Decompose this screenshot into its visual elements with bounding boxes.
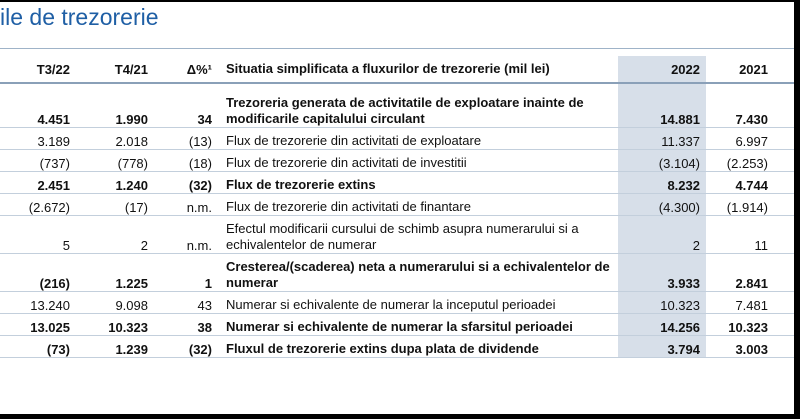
table-row <box>0 253 794 291</box>
table-row <box>0 291 794 313</box>
cell-delta: 34 <box>154 83 218 127</box>
right-edge-cell <box>774 291 794 313</box>
cell-2021: 7.430 <box>706 83 774 127</box>
cell-t4-21: 10.323 <box>76 313 154 335</box>
cell-t3-22: 4.451 <box>6 83 76 127</box>
cell-t4-21: 1.239 <box>76 335 154 357</box>
cell-delta: n.m. <box>154 193 218 215</box>
cell-2021: 10.323 <box>706 313 774 335</box>
cell-2022: 2 <box>618 215 706 253</box>
cash-flow-table <box>0 56 794 358</box>
col-header-2021: 2021 <box>706 56 774 83</box>
cell-t3-22: (737) <box>6 149 76 171</box>
cell-t3-22: (2.672) <box>6 193 76 215</box>
cell-description: Efectul modificarii cursului de schimb asupra numerarului si a echivalentelor de numerar <box>218 215 618 253</box>
cell-description: Cresterea/(scaderea) neta a numerarului si a echivalentelor de numerar <box>218 253 618 291</box>
table-row <box>0 335 794 357</box>
right-edge-cell <box>774 127 794 149</box>
cell-delta: n.m. <box>154 215 218 253</box>
cell-t3-22: 13.240 <box>6 291 76 313</box>
col-header-delta: Δ%¹ <box>154 56 218 83</box>
cell-t3-22: (73) <box>6 335 76 357</box>
cell-description: Numerar si echivalente de numerar la inceputul perioadei <box>218 291 618 313</box>
cell-t3-22: 13.025 <box>6 313 76 335</box>
cell-2021: 4.744 <box>706 171 774 193</box>
cell-t3-22: (216) <box>6 253 76 291</box>
cell-2022: 10.323 <box>618 291 706 313</box>
cell-description: Fluxul de trezorerie extins dupa plata de dividende <box>218 335 618 357</box>
cell-delta: (32) <box>154 335 218 357</box>
cell-description: Flux de trezorerie din activitati de exploatare <box>218 127 618 149</box>
cell-t3-22: 5 <box>6 215 76 253</box>
table-row <box>0 149 794 171</box>
cell-t4-21: (17) <box>76 193 154 215</box>
cell-t4-21: 2.018 <box>76 127 154 149</box>
cell-t4-21: 9.098 <box>76 291 154 313</box>
cell-description: Flux de trezorerie din activitati de investitii <box>218 149 618 171</box>
title-divider <box>0 48 794 49</box>
cell-2022: (3.104) <box>618 149 706 171</box>
right-edge-cell <box>774 335 794 357</box>
right-edge-cell <box>774 193 794 215</box>
cell-2021: 11 <box>706 215 774 253</box>
table-header-row <box>0 56 794 83</box>
table-row <box>0 171 794 193</box>
cell-2021: 7.481 <box>706 291 774 313</box>
right-edge-cell <box>774 215 794 253</box>
table-row <box>0 313 794 335</box>
cell-delta: (13) <box>154 127 218 149</box>
cell-2022: (4.300) <box>618 193 706 215</box>
cell-delta: (32) <box>154 171 218 193</box>
cell-2022: 3.933 <box>618 253 706 291</box>
col-header-description: Situatia simplificata a fluxurilor de trezorerie (mil lei) <box>218 56 618 83</box>
cell-description: Flux de trezorerie extins <box>218 171 618 193</box>
table-row <box>0 215 794 253</box>
cell-2022: 11.337 <box>618 127 706 149</box>
table-row <box>0 127 794 149</box>
cell-t3-22: 3.189 <box>6 127 76 149</box>
table-row <box>0 83 794 127</box>
cell-2021: 6.997 <box>706 127 774 149</box>
cell-description: Flux de trezorerie din activitati de finantare <box>218 193 618 215</box>
right-edge-cell <box>774 149 794 171</box>
table-row <box>0 193 794 215</box>
cell-t3-22: 2.451 <box>6 171 76 193</box>
cell-2021: (1.914) <box>706 193 774 215</box>
cell-2022: 14.881 <box>618 83 706 127</box>
col-header-t4-21: T4/21 <box>76 56 154 83</box>
right-edge-cell <box>774 313 794 335</box>
cell-t4-21: 2 <box>76 215 154 253</box>
right-edge-cell <box>774 253 794 291</box>
cell-delta: 1 <box>154 253 218 291</box>
col-header-t3-22: T3/22 <box>6 56 76 83</box>
cell-2021: 2.841 <box>706 253 774 291</box>
cell-2022: 14.256 <box>618 313 706 335</box>
cell-description: Numerar si echivalente de numerar la sfarsitul perioadei <box>218 313 618 335</box>
cell-2021: (2.253) <box>706 149 774 171</box>
cell-t4-21: 1.240 <box>76 171 154 193</box>
cell-delta: (18) <box>154 149 218 171</box>
right-edge-cell <box>774 83 794 127</box>
cell-delta: 43 <box>154 291 218 313</box>
cell-2022: 3.794 <box>618 335 706 357</box>
cell-t4-21: (778) <box>76 149 154 171</box>
cell-t4-21: 1.225 <box>76 253 154 291</box>
cell-description: Trezoreria generata de activitatile de exploatare inainte de modificarile capitalului circulant <box>218 83 618 127</box>
right-edge-cell <box>774 56 794 83</box>
section-title: ile de trezorerie <box>0 4 159 30</box>
right-edge-cell <box>774 171 794 193</box>
cell-2021: 3.003 <box>706 335 774 357</box>
cell-t4-21: 1.990 <box>76 83 154 127</box>
col-header-2022: 2022 <box>618 56 706 83</box>
cell-delta: 38 <box>154 313 218 335</box>
cell-2022: 8.232 <box>618 171 706 193</box>
